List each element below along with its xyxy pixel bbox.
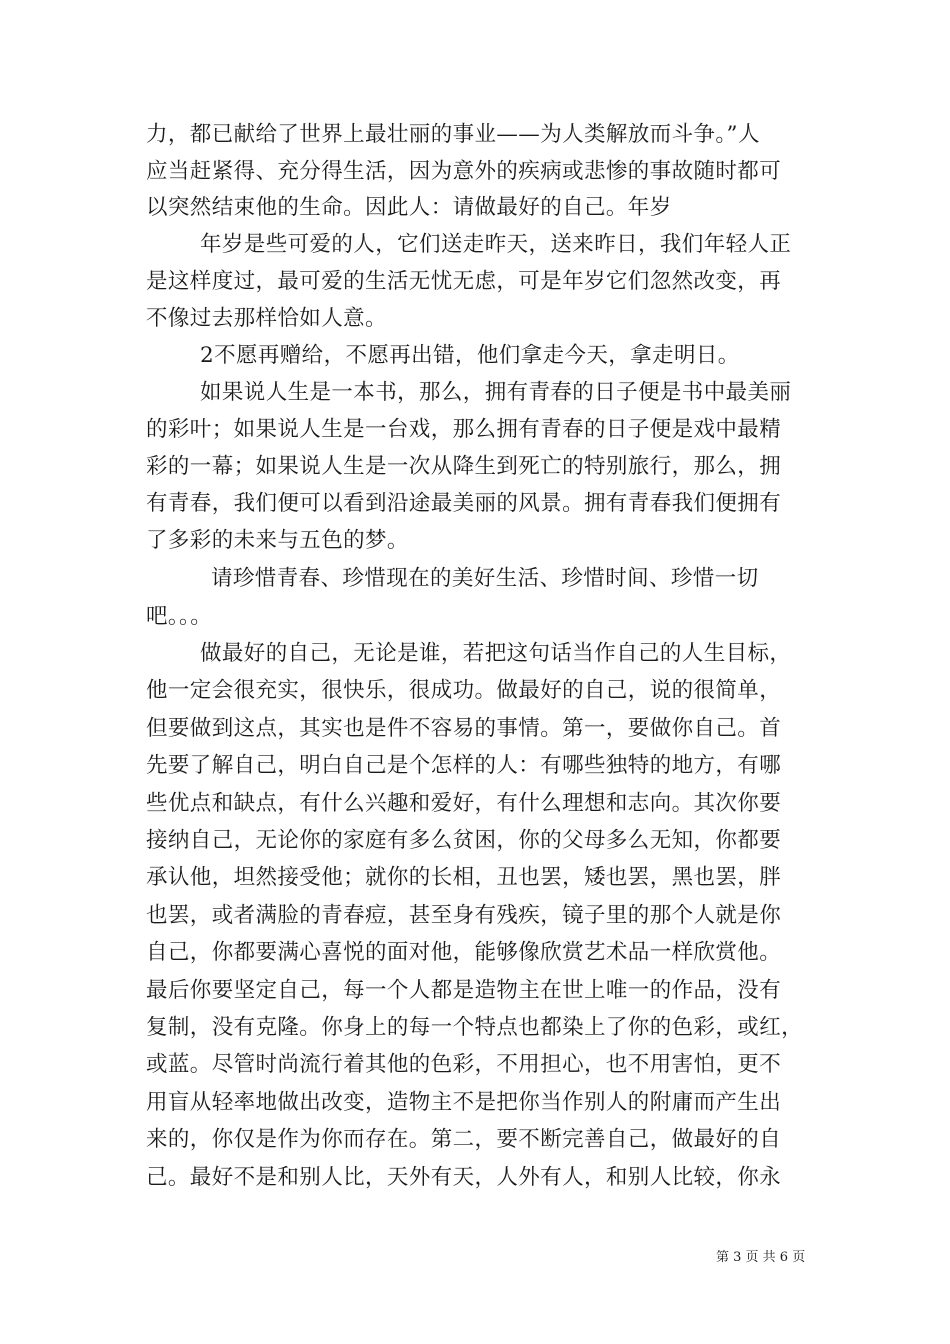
text-line: 复制，没有克隆。你身上的每一个特点也都染上了你的色彩，或红， [146, 1015, 804, 1040]
text-line: 做最好的自己，无论是谁，若把这句话当作自己的人生目标， [200, 641, 792, 666]
text-line: 来的，你仅是作为你而存在。第二，要不断完善自己，做最好的自 [146, 1127, 782, 1152]
page-number-footer: 第 3 页 共 6 页 [716, 1250, 806, 1265]
text-line: 些优点和缺点，有什么兴趣和爱好，有什么理想和志向。其次你要 [146, 791, 782, 816]
text-line: 是这样度过，最可爱的生活无忧无虑，可是年岁它们忽然改变，再 [146, 269, 782, 294]
text-line: 请珍惜青春、珍惜现在的美好生活、珍惜时间、珍惜一切 [211, 566, 759, 591]
text-line: 有青春，我们便可以看到沿途最美丽的风景。拥有青春我们便拥有 [146, 491, 782, 516]
text-line: 不像过去那样恰如人意。 [146, 306, 387, 331]
text-line: 2不愿再赠给，不愿再出错，他们拿走今天，拿走明日。 [200, 343, 740, 368]
text-line: 彩的一幕；如果说人生是一次从降生到死亡的特别旅行，那么，拥 [146, 454, 782, 479]
text-line: 力，都已献给了世界上最壮丽的事业——为人类解放而斗争。”人 [146, 122, 760, 147]
text-line: 用盲从轻率地做出改变，造物主不是把你当作别人的附庸而产生出 [146, 1090, 782, 1115]
text-line: 了多彩的未来与五色的梦。 [146, 528, 409, 553]
text-line: 以突然结束他的生命。因此人：请做最好的自己。年岁 [146, 195, 672, 220]
text-line: 承认他，坦然接受他；就你的长相，丑也罢，矮也罢，黑也罢，胖 [146, 865, 782, 890]
text-line: 自己，你都要满心喜悦的面对他，能够像欣赏艺术品一样欣赏他。 [146, 940, 782, 965]
text-line: 吧。。。 [146, 604, 213, 629]
text-line: 他一定会很充实，很快乐，很成功。做最好的自己，说的很简单， [146, 678, 782, 703]
text-line: 接纳自己，无论你的家庭有多么贫困，你的父母多么无知，你都要 [146, 828, 782, 853]
text-line: 先要了解自己，明白自己是个怎样的人：有哪些独特的地方，有哪 [146, 753, 782, 778]
text-line: 年岁是些可爱的人，它们送走昨天，送来昨日，我们年轻人正 [200, 232, 792, 257]
text-line: 最后你要坚定自己，每一个人都是造物主在世上唯一的作品，没有 [146, 978, 782, 1003]
text-line: 己。最好不是和别人比，天外有天，人外有人，和别人比较，你永 [146, 1165, 782, 1190]
text-line: 如果说人生是一本书，那么，拥有青春的日子便是书中最美丽 [200, 380, 792, 405]
text-line: 也罢，或者满脸的青春痘，甚至身有残疾，镜子里的那个人就是你 [146, 903, 782, 928]
text-line: 的彩叶；如果说人生是一台戏，那么拥有青春的日子便是戏中最精 [146, 417, 782, 442]
text-line: 但要做到这点，其实也是件不容易的事情。第一，要做你自己。首 [146, 716, 782, 741]
text-line: 或蓝。尽管时尚流行着其他的色彩，不用担心，也不用害怕，更不 [146, 1052, 782, 1077]
text-line: 应当赶紧得、充分得生活，因为意外的疾病或悲惨的事故随时都可 [146, 159, 782, 184]
